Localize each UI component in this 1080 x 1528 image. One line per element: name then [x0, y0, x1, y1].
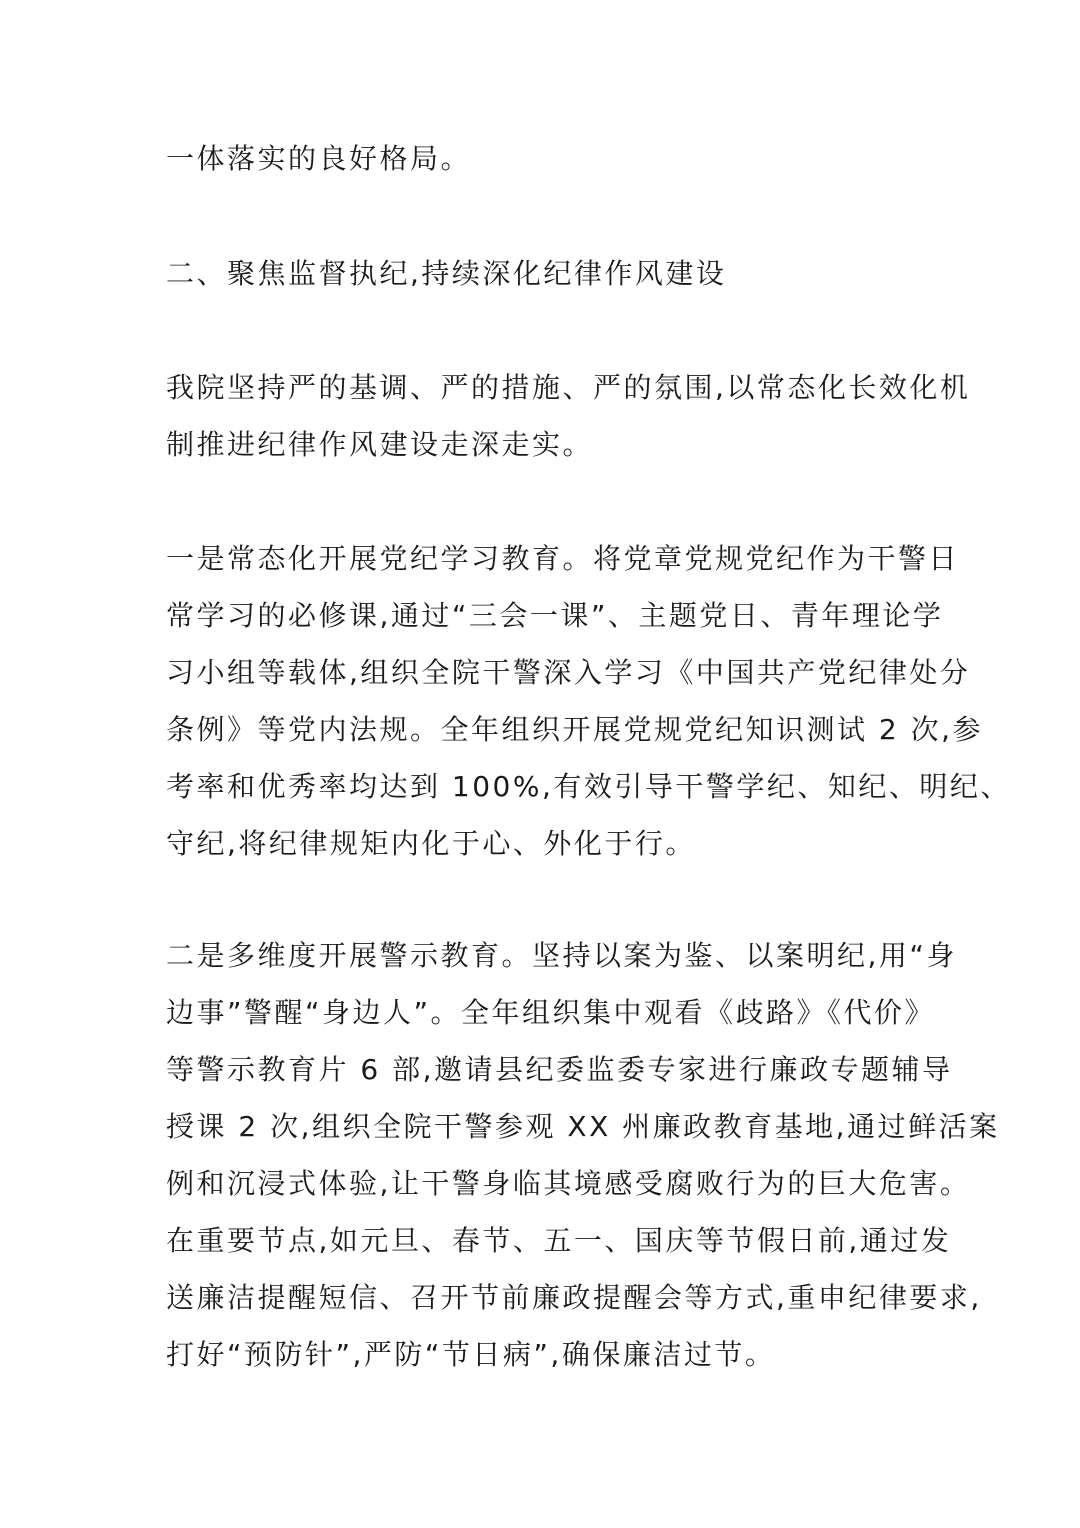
paragraph-line: 送廉洁提醒短信、召开节前廉政提醒会等方式,重申纪律要求, [166, 1281, 982, 1314]
paragraph-line: 常学习的必修课,通过“三会一课”、主题党日、青年理论学 [166, 599, 944, 632]
paragraph-line: 考率和优秀率均达到 100%,有效引导干警学纪、知纪、明纪、 [166, 770, 1011, 803]
paragraph-line: 我院坚持严的基调、严的措施、严的氛围,以常态化长效化机 [166, 371, 971, 404]
point-one-paragraph [166, 530, 1011, 872]
paragraph-line: 二是多维度开展警示教育。坚持以案为鉴、以案明纪,用“身 [166, 939, 957, 972]
paragraph-line: 在重要节点,如元旦、春节、五一、国庆等节假日前,通过发 [166, 1224, 952, 1257]
section-heading [166, 245, 926, 302]
paragraph-line: 制推进纪律作风建设走深走实。 [166, 428, 594, 461]
paragraph-line: 守纪,将纪律规矩内化于心、外化于行。 [166, 827, 696, 860]
paragraph-line: 一体落实的良好格局。 [166, 142, 472, 175]
paragraph-line: 条例》等党内法规。全年组织开展党规党纪知识测试 2 次,参 [166, 713, 984, 746]
paragraph-line: 一是常态化开展党纪学习教育。将党章党规党纪作为干警日 [166, 542, 960, 575]
paragraph-line: 打好“预防针”,严防“节日病”,确保廉洁过节。 [166, 1338, 776, 1371]
paragraph-line: 习小组等载体,组织全院干警深入学习《中国共产党纪律处分 [166, 656, 971, 689]
intro-paragraph [166, 359, 971, 473]
heading-line: 二、聚焦监督执纪,持续深化纪律作风建设 [166, 257, 727, 290]
paragraph-line: 等警示教育片 6 部,邀请县纪委监委专家进行廉政专题辅导 [166, 1053, 953, 1086]
paragraph-line: 例和沉浸式体验,让干警身临其境感受腐败行为的巨大危害。 [166, 1167, 971, 1200]
point-two-paragraph [166, 927, 1000, 1383]
paragraph-line: 边事”警醒“身边人”。全年组织集中观看《歧路》《代价》 [166, 996, 936, 1029]
paragraph-line: 授课 2 次,组织全院干警参观 XX 州廉政教育基地,通过鲜活案 [166, 1110, 1000, 1143]
continuation-paragraph [166, 130, 926, 187]
